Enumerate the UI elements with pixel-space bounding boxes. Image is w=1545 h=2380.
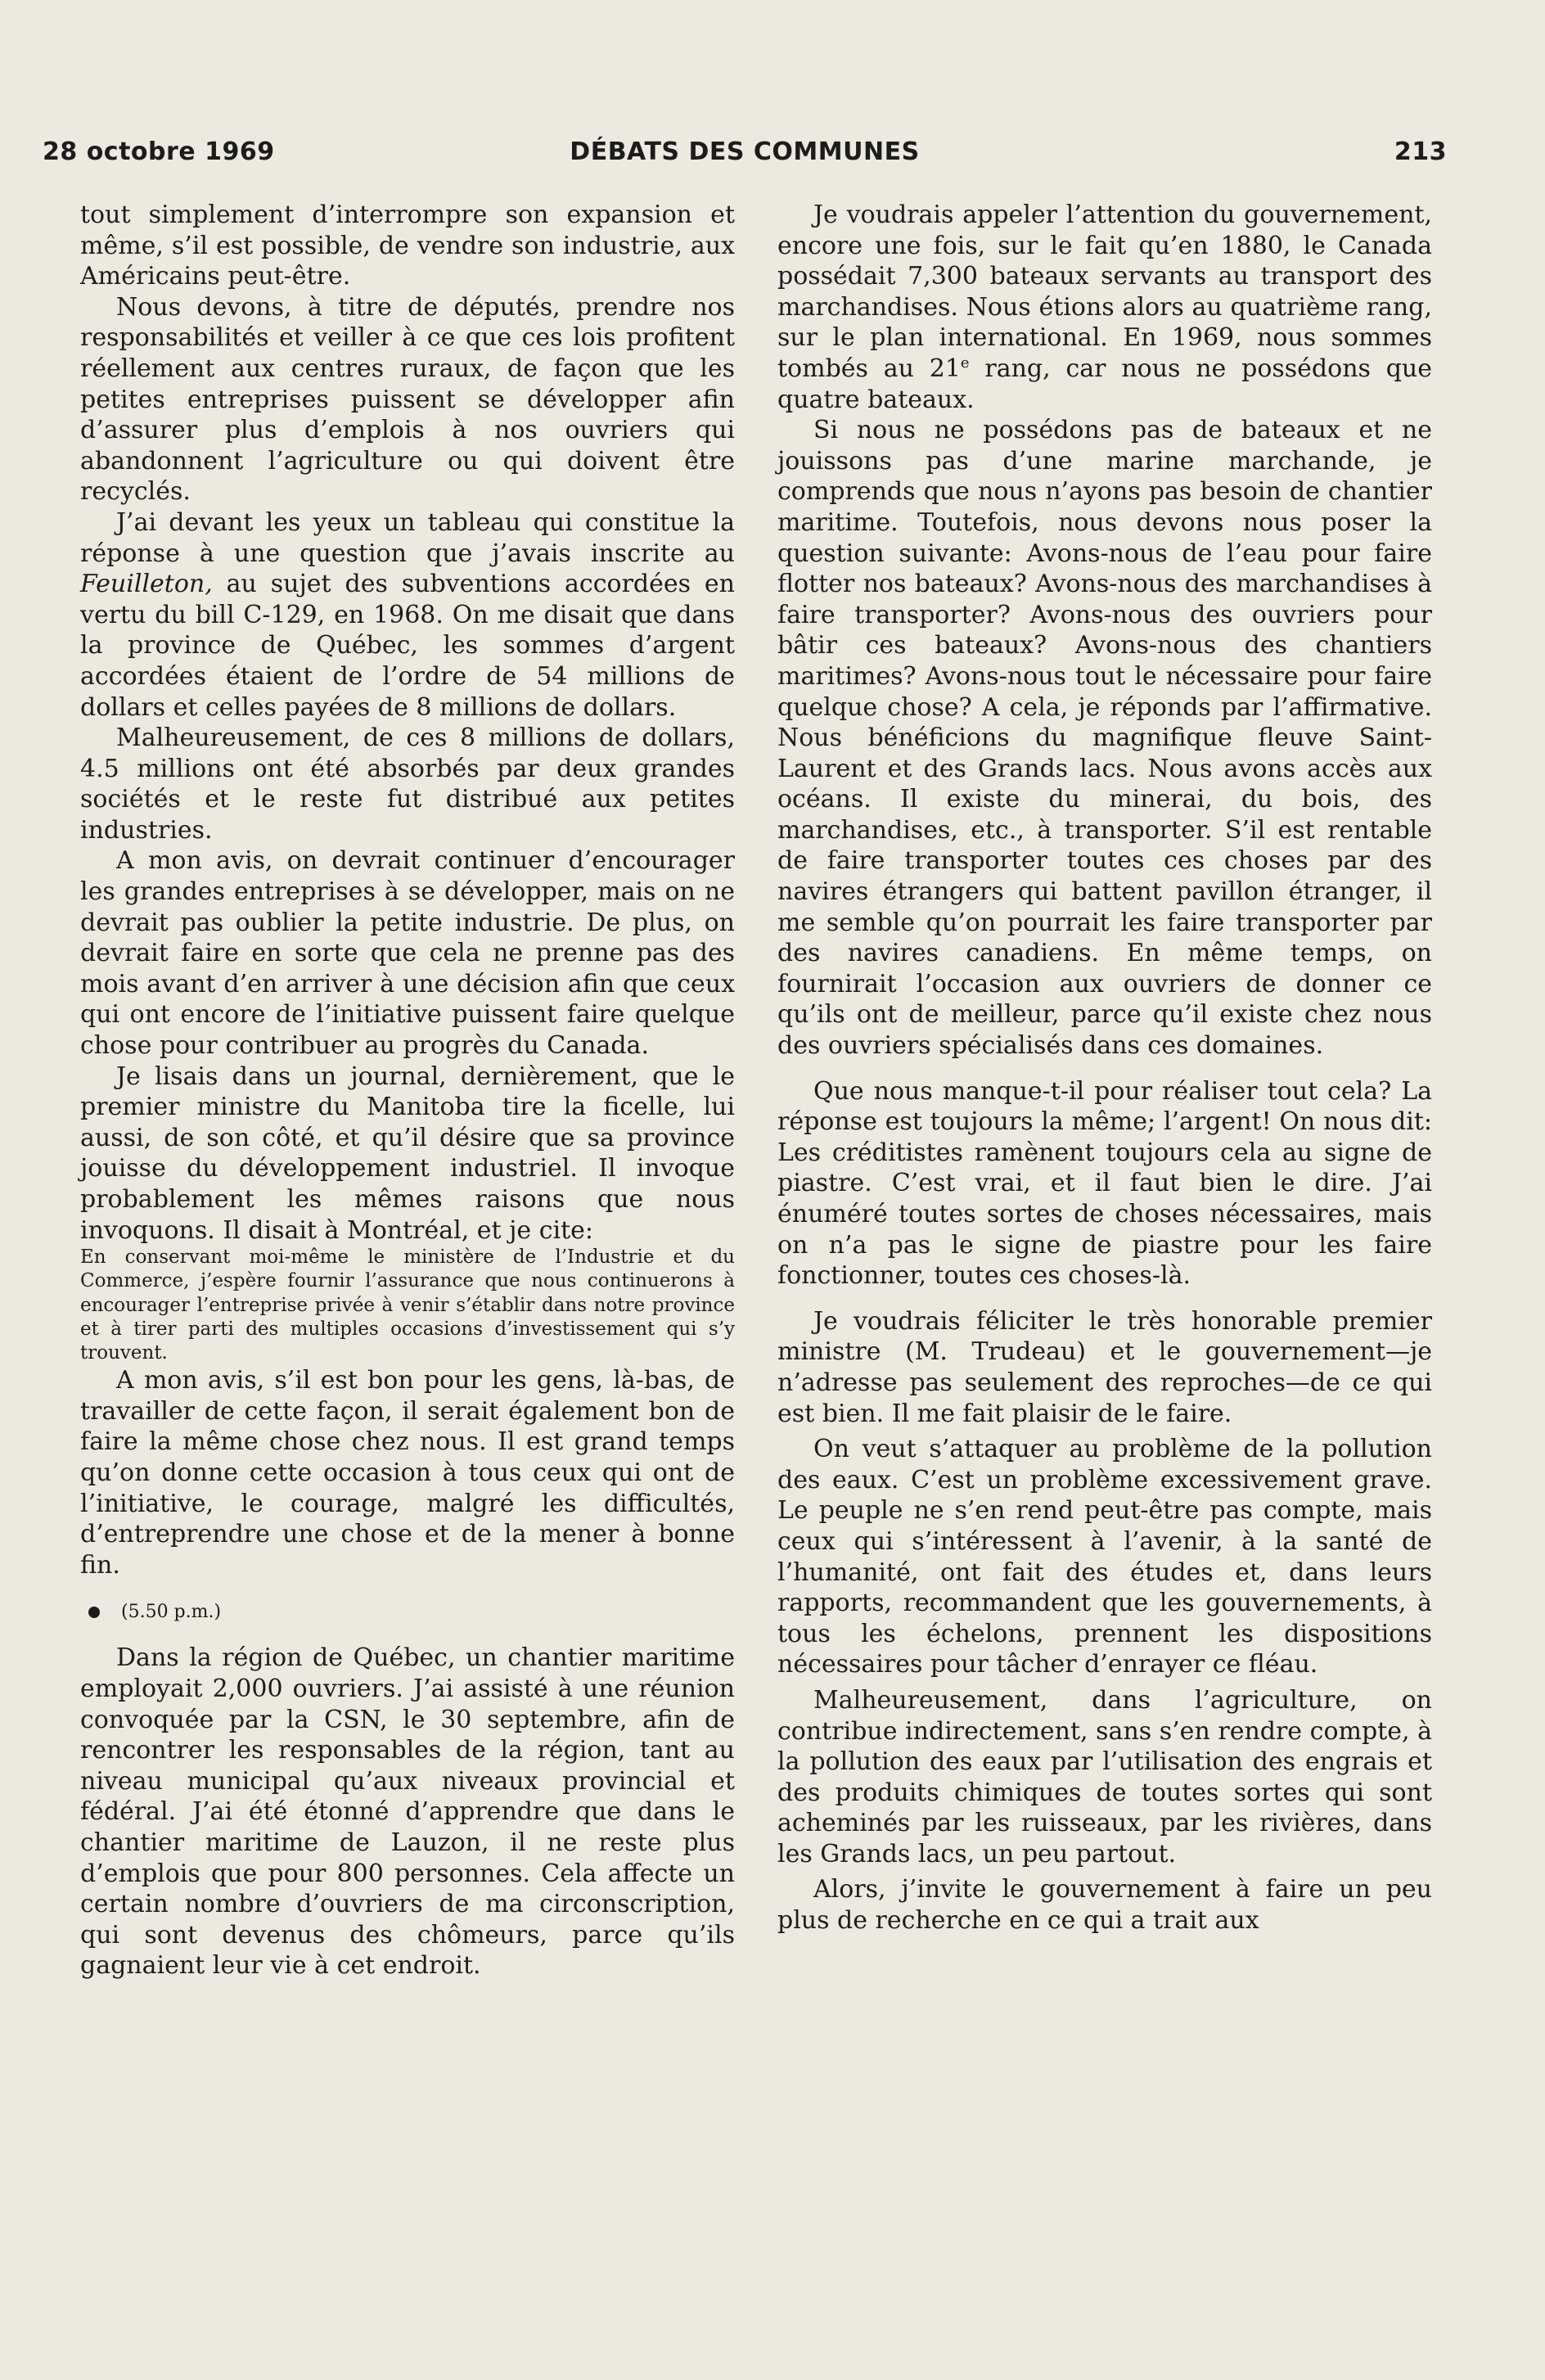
header-date: 28 octobre 1969	[43, 137, 275, 166]
paragraph-text: au sujet des subventions accordées en vertu du bill C-129, en 1968. On me disait que dans la province de Québec, les sommes d’argent accordées étaient de l’ordre de 54 millions de dollars et celles payées de 8 millions de dollars.	[80, 570, 735, 722]
timestamp-text: (5.50 p.m.)	[121, 1602, 222, 1623]
right-column	[777, 200, 1432, 1936]
page-number: 213	[1394, 137, 1447, 166]
timestamp	[80, 1600, 735, 1625]
paragraph: A mon avis, on devrait continuer d’encourager les grandes entreprises à se développer, mais on ne devrait pas oublier la petite industrie. De plus, on devrait faire en sorte que cela ne prenne pas des mois avant d’en arriver à une décision afin que ceux qui ont encore de l’initiative puissent faire quelque chose pour contribuer au progrès du Canada.	[80, 846, 735, 1061]
paragraph: On veut s’attaquer au problème de la pollution des eaux. C’est un problème excessivement grave. Le peuple ne s’en rend peut-être pas compte, mais ceux qui s’intéressent à l’avenir, à la santé de l’humanité, ont fait des études et, dans leurs rapports, recommandent que les gouvernements, à tous les échelons, prennent les dispositions nécessaires pour tâcher d’enrayer ce fléau.	[777, 1435, 1432, 1679]
paragraph: Alors, j’invite le gouvernement à faire un peu plus de recherche en ce qui a trait aux	[777, 1875, 1432, 1936]
bullet-icon	[88, 1607, 100, 1618]
paragraph: Malheureusement, dans l’agriculture, on contribue indirectement, sans s’en rendre compte, à la pollution des eaux par l’utilisation des engrais et des produits chimiques de toutes sortes qui sont acheminés par les ruisseaux, par les rivières, dans les Grands lacs, un peu partout.	[777, 1685, 1432, 1868]
paragraph: Que nous manque-t-il pour réaliser tout cela? La réponse est toujours la même; l’argent! On nous dit: Les créditistes ramènent toujours cela au signe de piastre. C’est vrai, et il faut bien le dire. J’ai énuméré toutes sortes de choses nécessaires, mais on n’a pas le signe de piastre pour les faire fonctionner, toutes ces choses-là.	[777, 1076, 1432, 1291]
paragraph	[777, 200, 1432, 415]
paragraph: Je voudrais féliciter le très honorable premier ministre (M. Trudeau) et le gouvernement—je n’adresse pas seulement des reproches—de ce qui est bien. Il me fait plaisir de le faire.	[777, 1306, 1432, 1428]
paragraph	[80, 507, 735, 723]
header-title: DÉBATS DES COMMUNES	[570, 137, 920, 166]
paragraph: Nous devons, à titre de députés, prendre nos responsabilités et veiller à ce que ces lois profitent réellement aux centres ruraux, de façon que les petites entreprises puissent se développer afin d’assurer plus d’emplois à nos ouvriers qui abandonnent l’agriculture ou qui doivent être recyclés.	[80, 292, 735, 507]
paragraph-text: J’ai devant les yeux un tableau qui constitue la réponse à une question que j’avais inscrite au	[80, 507, 735, 568]
superscript: e	[960, 354, 970, 372]
paragraph: tout simplement d’interrompre son expansion et même, s’il est possible, de vendre son industrie, aux Américains peut-être.	[80, 201, 735, 291]
paragraph-text: rang, car nous ne possédons que quatre bateaux.	[777, 354, 1432, 414]
feuilleton-italic: Feuilleton,	[80, 570, 213, 599]
paragraph: Dans la région de Québec, un chantier maritime employait 2,000 ouvriers. J’ai assisté à une réunion convoquée par la CSN, le 30 septembre, afin de rencontrer les responsables de la région, tant au niveau municipal qu’aux niveaux provincial et fédéral. J’ai été étonné d’apprendre que dans le chantier maritime de Lauzon, il ne reste plus d’emplois que pour 800 personnes. Cela affecte un certain nombre d’ouvriers de ma circonscription, qui sont devenus des chômeurs, parce qu’ils gagnaient leur vie à cet endroit.	[80, 1643, 735, 1981]
block-quote: En conservant moi-même le ministère de l’Industrie et du Commerce, j’espère fournir l’assurance que nous continuerons à encourager l’entreprise privée à venir s’établir dans notre province et à tirer parti des multiples occasions d’investissement qui s’y trouvent.	[80, 1246, 735, 1364]
page-header	[43, 137, 1447, 174]
left-column	[80, 200, 735, 1981]
paragraph: A mon avis, s’il est bon pour les gens, là-bas, de travailler de cette façon, il serait également bon de faire la même chose chez nous. Il est grand temps qu’on donne cette occasion à tous ceux qui ont de l’initiative, le courage, malgré les difficultés, d’entreprendre une chose et de la mener à bonne fin.	[80, 1366, 735, 1580]
paragraph: Je lisais dans un journal, dernièrement, que le premier ministre du Manitoba tire la ficelle, lui aussi, de son côté, et qu’il désire que sa province jouisse du développement industriel. Il invoque probablement les mêmes raisons que nous invoquons. Il disait à Montréal, et je cite:	[80, 1062, 735, 1245]
paragraph: Malheureusement, de ces 8 millions de dollars, 4.5 millions ont été absorbés par deux grandes sociétés et le reste fut distribué aux petites industries.	[80, 723, 735, 845]
paragraph: Si nous ne possédons pas de bateaux et ne jouissons pas d’une marine marchande, je comprends que nous n’ayons pas besoin de chantier maritime. Toutefois, nous devons nous poser la question suivante: Avons-nous de l’eau pour faire flotter nos bateaux? Avons-nous des marchandises à faire transporter? Avons-nous des ouvriers pour bâtir ces bateaux? Avons-nous des chantiers maritimes? Avons-nous tout le nécessaire pour faire quelque chose? A cela, je réponds par l’affirmative. Nous bénéficions du magnifique fleuve Saint-Laurent et des Grands lacs. Nous avons accès aux océans. Il existe du minerai, du bois, des marchandises, etc., à transporter. S’il est rentable de faire transporter toutes ces choses par des navires étrangers qui battent pavillon étranger, il me semble qu’on pourrait les faire transporter par des navires canadiens. En même temps, on fournirait l’occasion aux ouvriers de donner ce qu’ils ont de meilleur, parce qu’il existe chez nous des ouvriers spécialisés dans ces domaines.	[777, 416, 1432, 1061]
paragraph-text: Je voudrais appeler l’attention du gouvernement, encore une fois, sur le fait qu’en 1880, le Canada possédait 7,300 bateaux servants au transport des marchandises. Nous étions alors au quatrième rang, sur le plan international. En 1969, nous sommes tombés au 21	[777, 201, 1432, 383]
